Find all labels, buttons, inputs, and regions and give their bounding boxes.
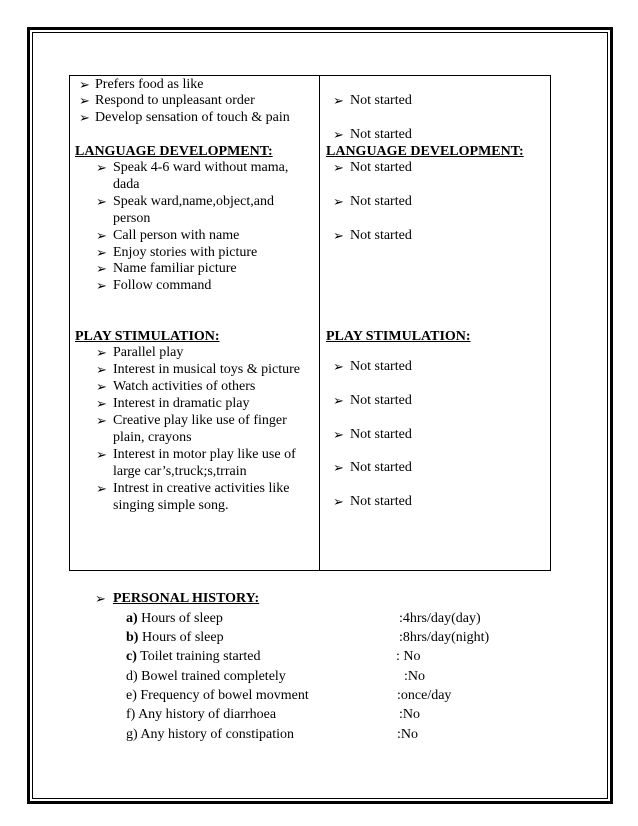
row-label: Frequency of bowel movment <box>140 688 309 703</box>
bullet-icon: ➢ <box>333 460 344 475</box>
bullet-icon: ➢ <box>96 396 107 411</box>
row-marker: e) <box>126 688 137 703</box>
row-marker: g) <box>126 727 138 742</box>
row-marker: f) <box>126 707 136 722</box>
row-value: :8hrs/day(night) <box>399 630 490 645</box>
row-value: :4hrs/day(day) <box>399 611 481 626</box>
play-item-cont: singing simple song. <box>113 498 229 513</box>
language-item: Call person with name <box>113 228 240 243</box>
language-item: Enjoy stories with picture <box>113 245 258 260</box>
play-item: Interest in musical toys & picture <box>113 362 301 377</box>
right-top-status: Not started <box>350 127 412 142</box>
row-marker: c) <box>126 649 137 664</box>
row-label: Toilet training started <box>140 649 261 664</box>
history-row <box>126 688 309 704</box>
bullet-icon: ➢ <box>333 228 344 243</box>
play-heading-right: PLAY STIMULATION: <box>326 329 471 344</box>
play-item-cont: plain, crayons <box>113 430 192 445</box>
language-item: Name familiar picture <box>113 261 237 276</box>
row-value: :No <box>397 727 418 742</box>
bullet-icon: ➢ <box>333 127 344 142</box>
row-value: : No <box>396 649 421 664</box>
bullet-icon: ➢ <box>79 77 90 92</box>
bullet-icon: ➢ <box>96 194 107 209</box>
row-marker: d) <box>126 669 138 684</box>
left-top-item: Develop sensation of touch & pain <box>95 110 290 125</box>
play-status: Not started <box>350 494 412 509</box>
row-label: Bowel trained completely <box>141 669 286 684</box>
row-marker: a) <box>126 611 138 626</box>
personal-history-heading: PERSONAL HISTORY: <box>113 591 260 606</box>
row-label: Any history of diarrhoea <box>138 707 277 722</box>
language-status: Not started <box>350 194 412 209</box>
language-status: Not started <box>350 160 412 175</box>
language-item: Speak 4-6 ward without mama, <box>113 160 289 175</box>
bullet-icon: ➢ <box>96 413 107 428</box>
row-marker: b) <box>126 630 139 645</box>
history-row <box>126 669 286 685</box>
bullet-icon: ➢ <box>96 261 107 276</box>
play-item: Interest in motor play like use of <box>113 447 296 462</box>
left-top-item: Prefers food as like <box>95 77 204 92</box>
bullet-icon: ➢ <box>333 393 344 408</box>
row-value: :No <box>399 707 420 722</box>
bullet-icon: ➢ <box>333 359 344 374</box>
language-status: Not started <box>350 228 412 243</box>
play-status: Not started <box>350 359 412 374</box>
play-item: Intrest in creative activities like <box>113 481 290 496</box>
bullet-icon: ➢ <box>96 278 107 293</box>
bullet-icon: ➢ <box>96 362 107 377</box>
bullet-icon: ➢ <box>96 481 107 496</box>
row-label: Hours of sleep <box>141 611 223 626</box>
history-row <box>126 727 294 743</box>
language-item: Speak ward,name,object,and <box>113 194 274 209</box>
bullet-icon: ➢ <box>96 245 107 260</box>
column-divider <box>319 76 320 570</box>
right-top-status: Not started <box>350 93 412 108</box>
development-table <box>69 75 551 571</box>
bullet-icon: ➢ <box>96 447 107 462</box>
play-item: Interest in dramatic play <box>113 396 250 411</box>
bullet-icon: ➢ <box>95 591 106 606</box>
bullet-icon: ➢ <box>79 93 90 108</box>
language-heading-right: LANGUAGE DEVELOPMENT: <box>326 144 524 159</box>
row-label: Any history of constipation <box>140 727 295 742</box>
bullet-icon: ➢ <box>333 194 344 209</box>
bullet-icon: ➢ <box>333 93 344 108</box>
bullet-icon: ➢ <box>79 110 90 125</box>
bullet-icon: ➢ <box>333 427 344 442</box>
play-status: Not started <box>350 427 412 442</box>
history-row <box>126 649 260 665</box>
bullet-icon: ➢ <box>96 345 107 360</box>
language-item-cont: dada <box>113 177 140 192</box>
play-item: Creative play like use of finger <box>113 413 287 428</box>
history-row <box>126 707 276 723</box>
bullet-icon: ➢ <box>333 494 344 509</box>
left-top-item: Respond to unpleasant order <box>95 93 255 108</box>
language-item-cont: person <box>113 211 151 226</box>
history-row <box>126 630 224 646</box>
row-label: Hours of sleep <box>141 630 224 645</box>
bullet-icon: ➢ <box>333 160 344 175</box>
row-value: :No <box>404 669 425 684</box>
play-status: Not started <box>350 460 412 475</box>
play-item-cont: large car’s,truck;s,trrain <box>113 464 247 479</box>
play-status: Not started <box>350 393 412 408</box>
bullet-icon: ➢ <box>96 160 107 175</box>
bullet-icon: ➢ <box>96 379 107 394</box>
row-value: :once/day <box>397 688 452 703</box>
play-item: Parallel play <box>113 345 184 360</box>
play-item: Watch activities of others <box>113 379 256 394</box>
language-heading-left: LANGUAGE DEVELOPMENT: <box>75 144 273 159</box>
play-heading-left: PLAY STIMULATION: <box>75 329 220 344</box>
history-row <box>126 611 223 627</box>
bullet-icon: ➢ <box>96 228 107 243</box>
language-item: Follow command <box>113 278 212 293</box>
